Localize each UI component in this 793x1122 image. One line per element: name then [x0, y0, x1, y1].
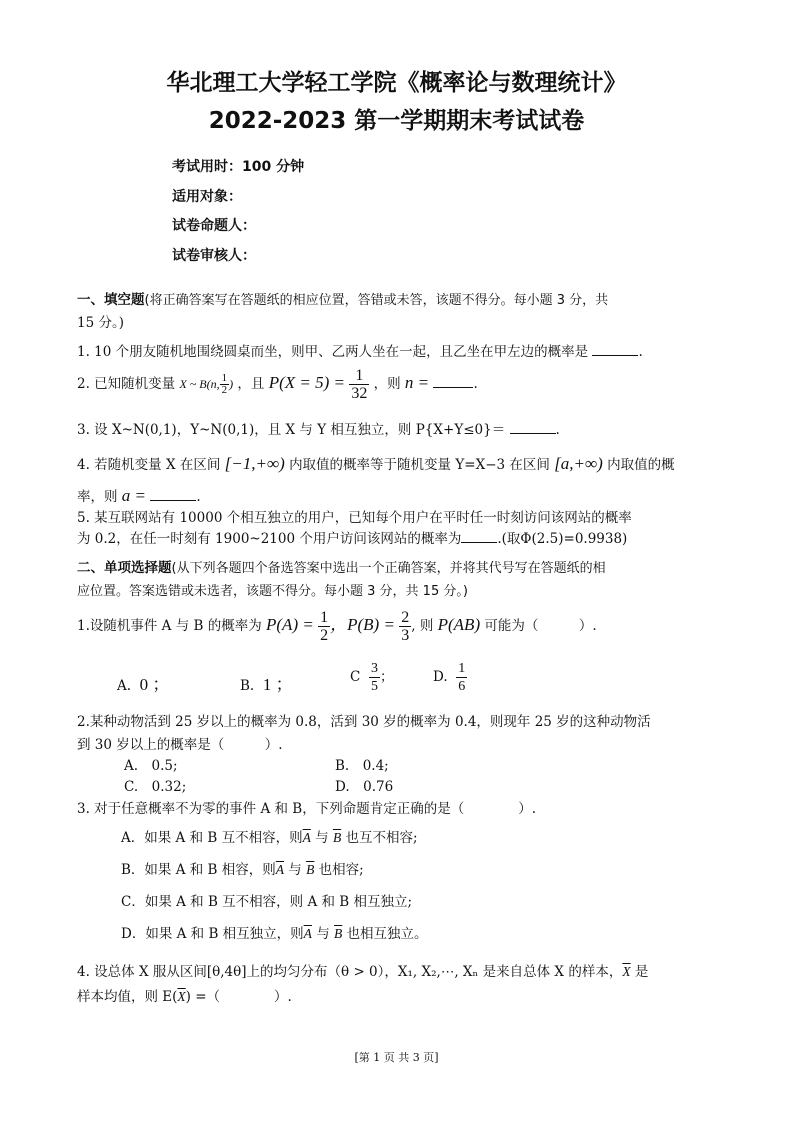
- s1-q2-prob: P(X = 5) =: [268, 373, 346, 392]
- answer-blank: [592, 343, 638, 356]
- answer-blank: [510, 421, 556, 434]
- s2-q1-option-b: B. 1 ；: [240, 675, 293, 694]
- s2-q3-option-c: C．如果 A 和 B 互不相容，则 A 和 B 相互独立;: [121, 894, 413, 910]
- s2-q1-option-d: D. $\frac{1}{6}$: [433, 661, 466, 694]
- s1-q4: 4. 若随机变量 X 在区间 [−1,+∞) 内取值的概率等于随机变量 Y=X−3 在区间 [a,+∞) 内取值的概: [77, 454, 675, 473]
- page-footer: [第 1 页 共 3 页]: [354, 1051, 439, 1064]
- s2-q3-option-d: D．如果 A 和 B 相互独立，则$\overline{A}$ 与 $\overline{B}$ 也相互独立。: [121, 926, 428, 942]
- section1-heading: 一、填空题: [77, 292, 145, 308]
- answer-blank: [150, 488, 196, 501]
- s2-q4-cont: 样本均值，则 $E(\overline{X})$ =（ ）.: [77, 989, 292, 1005]
- s1-q5-cont: 为 0.2，在任一时刻有 1900~2100 个用户访问该网站的概率为 .(取Φ(2.5)=0.9938): [77, 531, 628, 547]
- s1-q2: 2. 已知随机变量 X ~ B(n, $\frac{1}{2}$ ) ，且 P(X = 5) = $\frac{1}{32}$ ，则 n = .: [77, 367, 478, 402]
- s2-q3-option-b: B．如果 A 和 B 相容，则$\overline{A}$ 与 $\overline{B}$ 也相容;: [121, 862, 364, 878]
- meta-audience: 适用对象：: [172, 189, 242, 205]
- section2-heading: 二、单项选择题: [77, 560, 172, 576]
- s1-q2-half: $\frac{1}{2}$: [221, 372, 228, 396]
- s2-q4: 4. 设总体 X 服从区间[θ,4θ]上的均匀分布（θ > 0），X₁, X₂,⋯, Xₙ 是来自总体 X 的样本，$\overline{X}$ 是: [77, 964, 649, 980]
- s1-q2-dist: X ~ B(n,: [179, 377, 220, 391]
- s1-q4-cont: 率，则 a = .: [77, 486, 201, 505]
- s1-q3: 3. 设 X~N(0,1)，Y~N(0,1)，且 X 与 Y 相互独立，则 P{X+Y≤0}＝ .: [77, 422, 560, 438]
- section1-heading-line: [77, 288, 608, 308]
- s2-q1-option-a: A. 0 ；: [117, 675, 170, 694]
- section2-instructions: (从下列各题四个备选答案中选出一个正确答案，并将其代号写在答题纸的相: [171, 561, 606, 576]
- s2-q2-option-b: B. 0.4;: [335, 758, 389, 774]
- s1-q1-text: 1. 10 个朋友随机地围绕圆桌而坐，则甲、乙两人坐在一起，且乙坐在甲左边的概率是: [77, 344, 589, 360]
- s2-q1-pb-frac: $\frac{2}{3}$: [401, 609, 410, 644]
- section2-heading-line: [77, 556, 606, 576]
- s1-q1: 1. 10 个朋友随机地围绕圆桌而坐，则甲、乙两人坐在一起，且乙坐在甲左边的概率是 .: [77, 344, 643, 360]
- answer-blank: [433, 375, 473, 388]
- s2-q2: 2.某种动物活到 25 岁以上的概率为 0.8，活到 30 岁的概率为 0.4，则现年 25 岁的这种动物活: [77, 714, 651, 730]
- s1-q5: 5. 某互联网站有 10000 个相互独立的用户，已知每个用户在平时任一时刻访问该网站的概率: [77, 510, 632, 526]
- section1-instructions-cont: 15 分。): [77, 315, 124, 331]
- s1-q4-interval2: [a,+∞): [554, 454, 603, 473]
- s1-q4-interval1: [−1,+∞): [224, 454, 285, 473]
- section1-instructions: (将正确答案写在答题纸的相应位置，答错或未答，该题不得分。每小题 3 分，共: [144, 293, 609, 308]
- exam-subtitle: 2022-2023 第一学期期末考试试卷: [208, 108, 585, 134]
- s2-q1-option-c: C $\frac{3}{5}$ ；: [350, 661, 394, 694]
- s2-q1-pa-frac: $\frac{1}{2}$: [320, 609, 329, 644]
- section2-instructions-cont: 应位置。答案选错或未选者，该题不得分。每小题 3 分，共 15 分。): [77, 584, 468, 599]
- meta-author: 试卷命题人：: [172, 218, 256, 234]
- exam-title: 华北理工大学轻工学院《概率论与数理统计》: [166, 70, 627, 96]
- s2-q2-option-c: C. 0.32;: [124, 779, 187, 795]
- answer-blank: [461, 530, 497, 543]
- s2-q2-option-a: A. 0.5;: [124, 758, 178, 774]
- meta-time: 考试用时：100 分钟: [172, 159, 305, 175]
- s2-q1: 1.设随机事件 A 与 B 的概率为 P(A) = $\frac{1}{2}$ ，P(B) = $\frac{2}{3}$ , 则 P(AB) 可能为（ ）.: [77, 609, 597, 644]
- s2-q2-cont: 到 30 岁以上的概率是（ ）.: [77, 737, 283, 753]
- s1-q2-text: 2. 已知随机变量: [77, 376, 176, 392]
- s1-q3-text: 3. 设 X~N(0,1)，Y~N(0,1)，且 X 与 Y 相互独立，则 P{X+Y≤0}＝: [77, 422, 506, 438]
- s2-q3-option-a: A．如果 A 和 B 互不相容，则$\overline{A}$ 与 $\overline{B}$ 也互不相容;: [121, 830, 418, 846]
- s2-q3: 3. 对于任意概率不为零的事件 A 和 B，下列命题肯定正确的是（ ）.: [77, 801, 537, 817]
- meta-reviewer: 试卷审核人：: [172, 248, 256, 264]
- s2-q2-option-d: D. 0.76: [335, 779, 394, 795]
- s1-q2-frac: $\frac{1}{32}$: [351, 367, 368, 402]
